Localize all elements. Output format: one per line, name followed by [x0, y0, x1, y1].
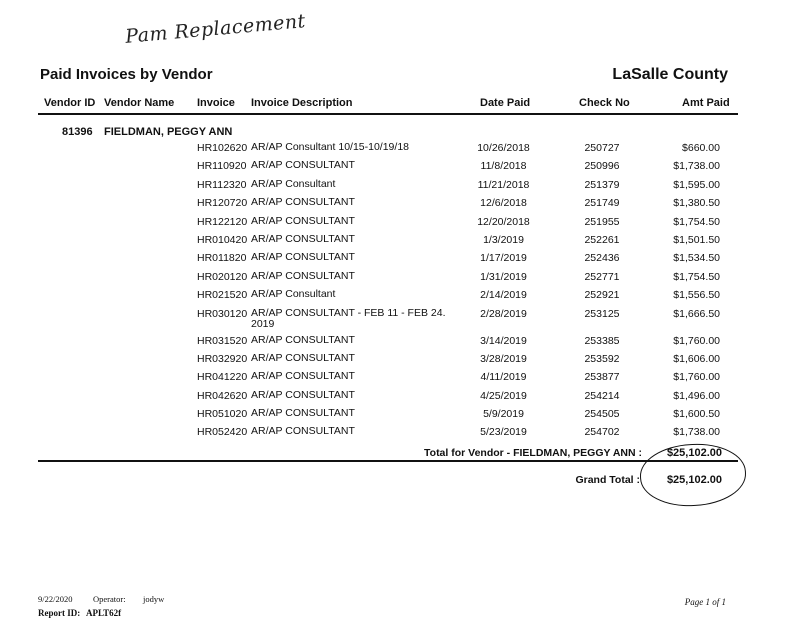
- invoice-row: [0, 408, 800, 426]
- vendor-name: FIELDMAN, PEGGY ANN: [104, 126, 233, 138]
- column-header-check-no: Check No: [579, 97, 630, 109]
- check-number: 253385: [584, 334, 620, 347]
- invoice-number: HR112320: [197, 178, 247, 191]
- date-paid: 5/9/2019: [483, 408, 524, 421]
- amount-paid: $1,496.00: [673, 389, 720, 402]
- column-header-invoice: Invoice: [197, 97, 235, 109]
- invoice-row: [0, 179, 800, 197]
- report-title: Paid Invoices by Vendor: [40, 66, 213, 83]
- amount-paid: $1,501.50: [673, 233, 720, 246]
- check-number: 253877: [584, 371, 620, 384]
- county-name: LaSalle County: [612, 66, 728, 83]
- invoice-number: HR122120: [197, 215, 248, 228]
- check-number: 250727: [584, 142, 620, 154]
- grand-total-label: Grand Total :: [575, 474, 640, 486]
- check-number: 252436: [584, 252, 620, 265]
- date-paid: 12/6/2018: [480, 197, 527, 210]
- invoice-row: [0, 234, 800, 252]
- date-paid: 10/26/2018: [477, 142, 530, 154]
- amount-paid: $1,754.50: [673, 215, 720, 228]
- invoice-number: HR011820: [197, 252, 247, 265]
- invoice-row: [0, 271, 800, 289]
- invoice-description: AR/AP CONSULTANT: [251, 196, 355, 209]
- invoice-description: AR/AP Consultant: [251, 177, 336, 190]
- invoice-number: HR032920: [197, 352, 248, 365]
- amount-paid: $1,666.50: [673, 307, 720, 320]
- date-paid: 11/8/2018: [480, 160, 527, 173]
- handwritten-note: Pam Replacement: [124, 10, 307, 48]
- check-number: 251955: [584, 215, 620, 228]
- vendor-id: 81396: [62, 126, 93, 138]
- invoice-description: AR/AP CONSULTANT: [251, 269, 355, 282]
- invoice-number: HR030120: [197, 307, 248, 320]
- date-paid: 11/21/2018: [477, 178, 530, 191]
- amount-paid: $1,595.00: [673, 178, 720, 191]
- invoice-description: AR/AP Consultant: [251, 288, 336, 301]
- invoice-row: [0, 371, 800, 389]
- invoice-number: HR042620: [197, 389, 248, 402]
- date-paid: 1/3/2019: [483, 233, 524, 246]
- invoice-number: HR110920: [197, 160, 247, 173]
- invoice-description: AR/AP CONSULTANT: [251, 333, 355, 346]
- invoice-row: [0, 289, 800, 307]
- check-number: 250996: [584, 160, 620, 173]
- invoice-description: AR/AP Consultant 10/15-10/19/18: [251, 141, 409, 153]
- invoice-description: AR/AP CONSULTANT - FEB 11 - FEB 24. 2019: [251, 306, 446, 330]
- column-header-vendor-name: Vendor Name: [104, 97, 175, 109]
- column-header-description: Invoice Description: [251, 97, 353, 109]
- check-number: 252261: [584, 233, 620, 246]
- invoice-description: AR/AP CONSULTANT: [251, 214, 355, 227]
- invoice-number: HR021520: [197, 289, 248, 302]
- amount-paid: $1,754.50: [673, 270, 720, 283]
- invoice-row: [0, 216, 800, 234]
- operator-label: Operator:: [93, 594, 126, 604]
- invoice-number: HR102620: [197, 142, 248, 154]
- invoice-number: HR010420: [197, 233, 248, 246]
- invoice-number: HR051020: [197, 408, 248, 421]
- check-number: 252921: [584, 289, 620, 302]
- handdrawn-circle-annotation: [638, 441, 747, 508]
- amount-paid: $1,760.00: [673, 334, 720, 347]
- grand-total-amount: $25,102.00: [666, 474, 722, 486]
- invoice-number: HR052420: [197, 426, 248, 439]
- date-paid: 2/28/2019: [480, 307, 527, 320]
- check-number: 253592: [584, 352, 620, 365]
- invoice-row: [0, 426, 800, 444]
- column-header-vendor-id: Vendor ID: [44, 97, 96, 109]
- check-number: 253125: [584, 307, 620, 320]
- date-paid: 3/28/2019: [480, 352, 527, 365]
- invoice-row: [0, 308, 800, 335]
- amount-paid: $660.00: [682, 142, 720, 154]
- invoice-row: [0, 142, 800, 160]
- page-number: Page 1 of 1: [684, 597, 726, 607]
- invoice-number: HR031520: [197, 334, 248, 347]
- amount-paid: $1,556.50: [673, 289, 720, 302]
- invoice-row: [0, 335, 800, 353]
- date-paid: 1/31/2019: [480, 270, 527, 283]
- check-number: 252771: [584, 270, 620, 283]
- check-number: 251379: [584, 178, 620, 191]
- invoice-description: AR/AP CONSULTANT: [251, 388, 355, 401]
- invoice-table: [0, 142, 800, 445]
- amount-paid: $1,600.50: [673, 408, 720, 421]
- date-paid: 2/14/2019: [480, 289, 527, 302]
- check-number: 251749: [584, 197, 620, 210]
- invoice-description: AR/AP CONSULTANT: [251, 425, 355, 438]
- vendor-total-label: Total for Vendor - FIELDMAN, PEGGY ANN :: [424, 447, 642, 459]
- amount-paid: $1,534.50: [673, 252, 720, 265]
- amount-paid: $1,380.50: [673, 197, 720, 210]
- amount-paid: $1,760.00: [673, 371, 720, 384]
- invoice-number: HR020120: [197, 270, 248, 283]
- invoice-number: HR120720: [197, 197, 248, 210]
- check-number: 254505: [584, 408, 620, 421]
- column-header-amt-paid: Amt Paid: [682, 97, 730, 109]
- print-date: 9/22/2020: [38, 594, 73, 604]
- operator-name: jodyw: [143, 594, 165, 604]
- date-paid: 12/20/2018: [477, 215, 530, 228]
- invoice-description: AR/AP CONSULTANT: [251, 232, 355, 245]
- column-header-date-paid: Date Paid: [480, 97, 531, 109]
- invoice-description: AR/AP CONSULTANT: [251, 159, 355, 172]
- amount-paid: $1,738.00: [673, 160, 720, 173]
- invoice-description: AR/AP CONSULTANT: [251, 351, 355, 364]
- amount-paid: $1,738.00: [673, 426, 720, 439]
- invoice-description: AR/AP CONSULTANT: [251, 251, 355, 264]
- amount-paid: $1,606.00: [673, 352, 720, 365]
- vendor-total-amount: $25,102.00: [666, 447, 722, 459]
- invoice-description: AR/AP CONSULTANT: [251, 370, 355, 383]
- invoice-row: [0, 160, 800, 178]
- date-paid: 5/23/2019: [480, 426, 527, 439]
- invoice-number: HR041220: [197, 371, 248, 384]
- invoice-row: [0, 353, 800, 371]
- date-paid: 3/14/2019: [480, 334, 527, 347]
- report-id-label: Report ID:: [38, 608, 81, 618]
- invoice-row: [0, 252, 800, 270]
- invoice-row: [0, 197, 800, 215]
- total-divider: [38, 460, 738, 462]
- invoice-description: AR/AP CONSULTANT: [251, 407, 355, 420]
- date-paid: 4/25/2019: [480, 389, 527, 402]
- header-divider: [38, 113, 738, 115]
- invoice-row: [0, 390, 800, 408]
- date-paid: 4/11/2019: [480, 371, 527, 384]
- check-number: 254214: [584, 389, 620, 402]
- date-paid: 1/17/2019: [480, 252, 527, 265]
- report-id: APLT62f: [86, 608, 122, 618]
- check-number: 254702: [584, 426, 620, 439]
